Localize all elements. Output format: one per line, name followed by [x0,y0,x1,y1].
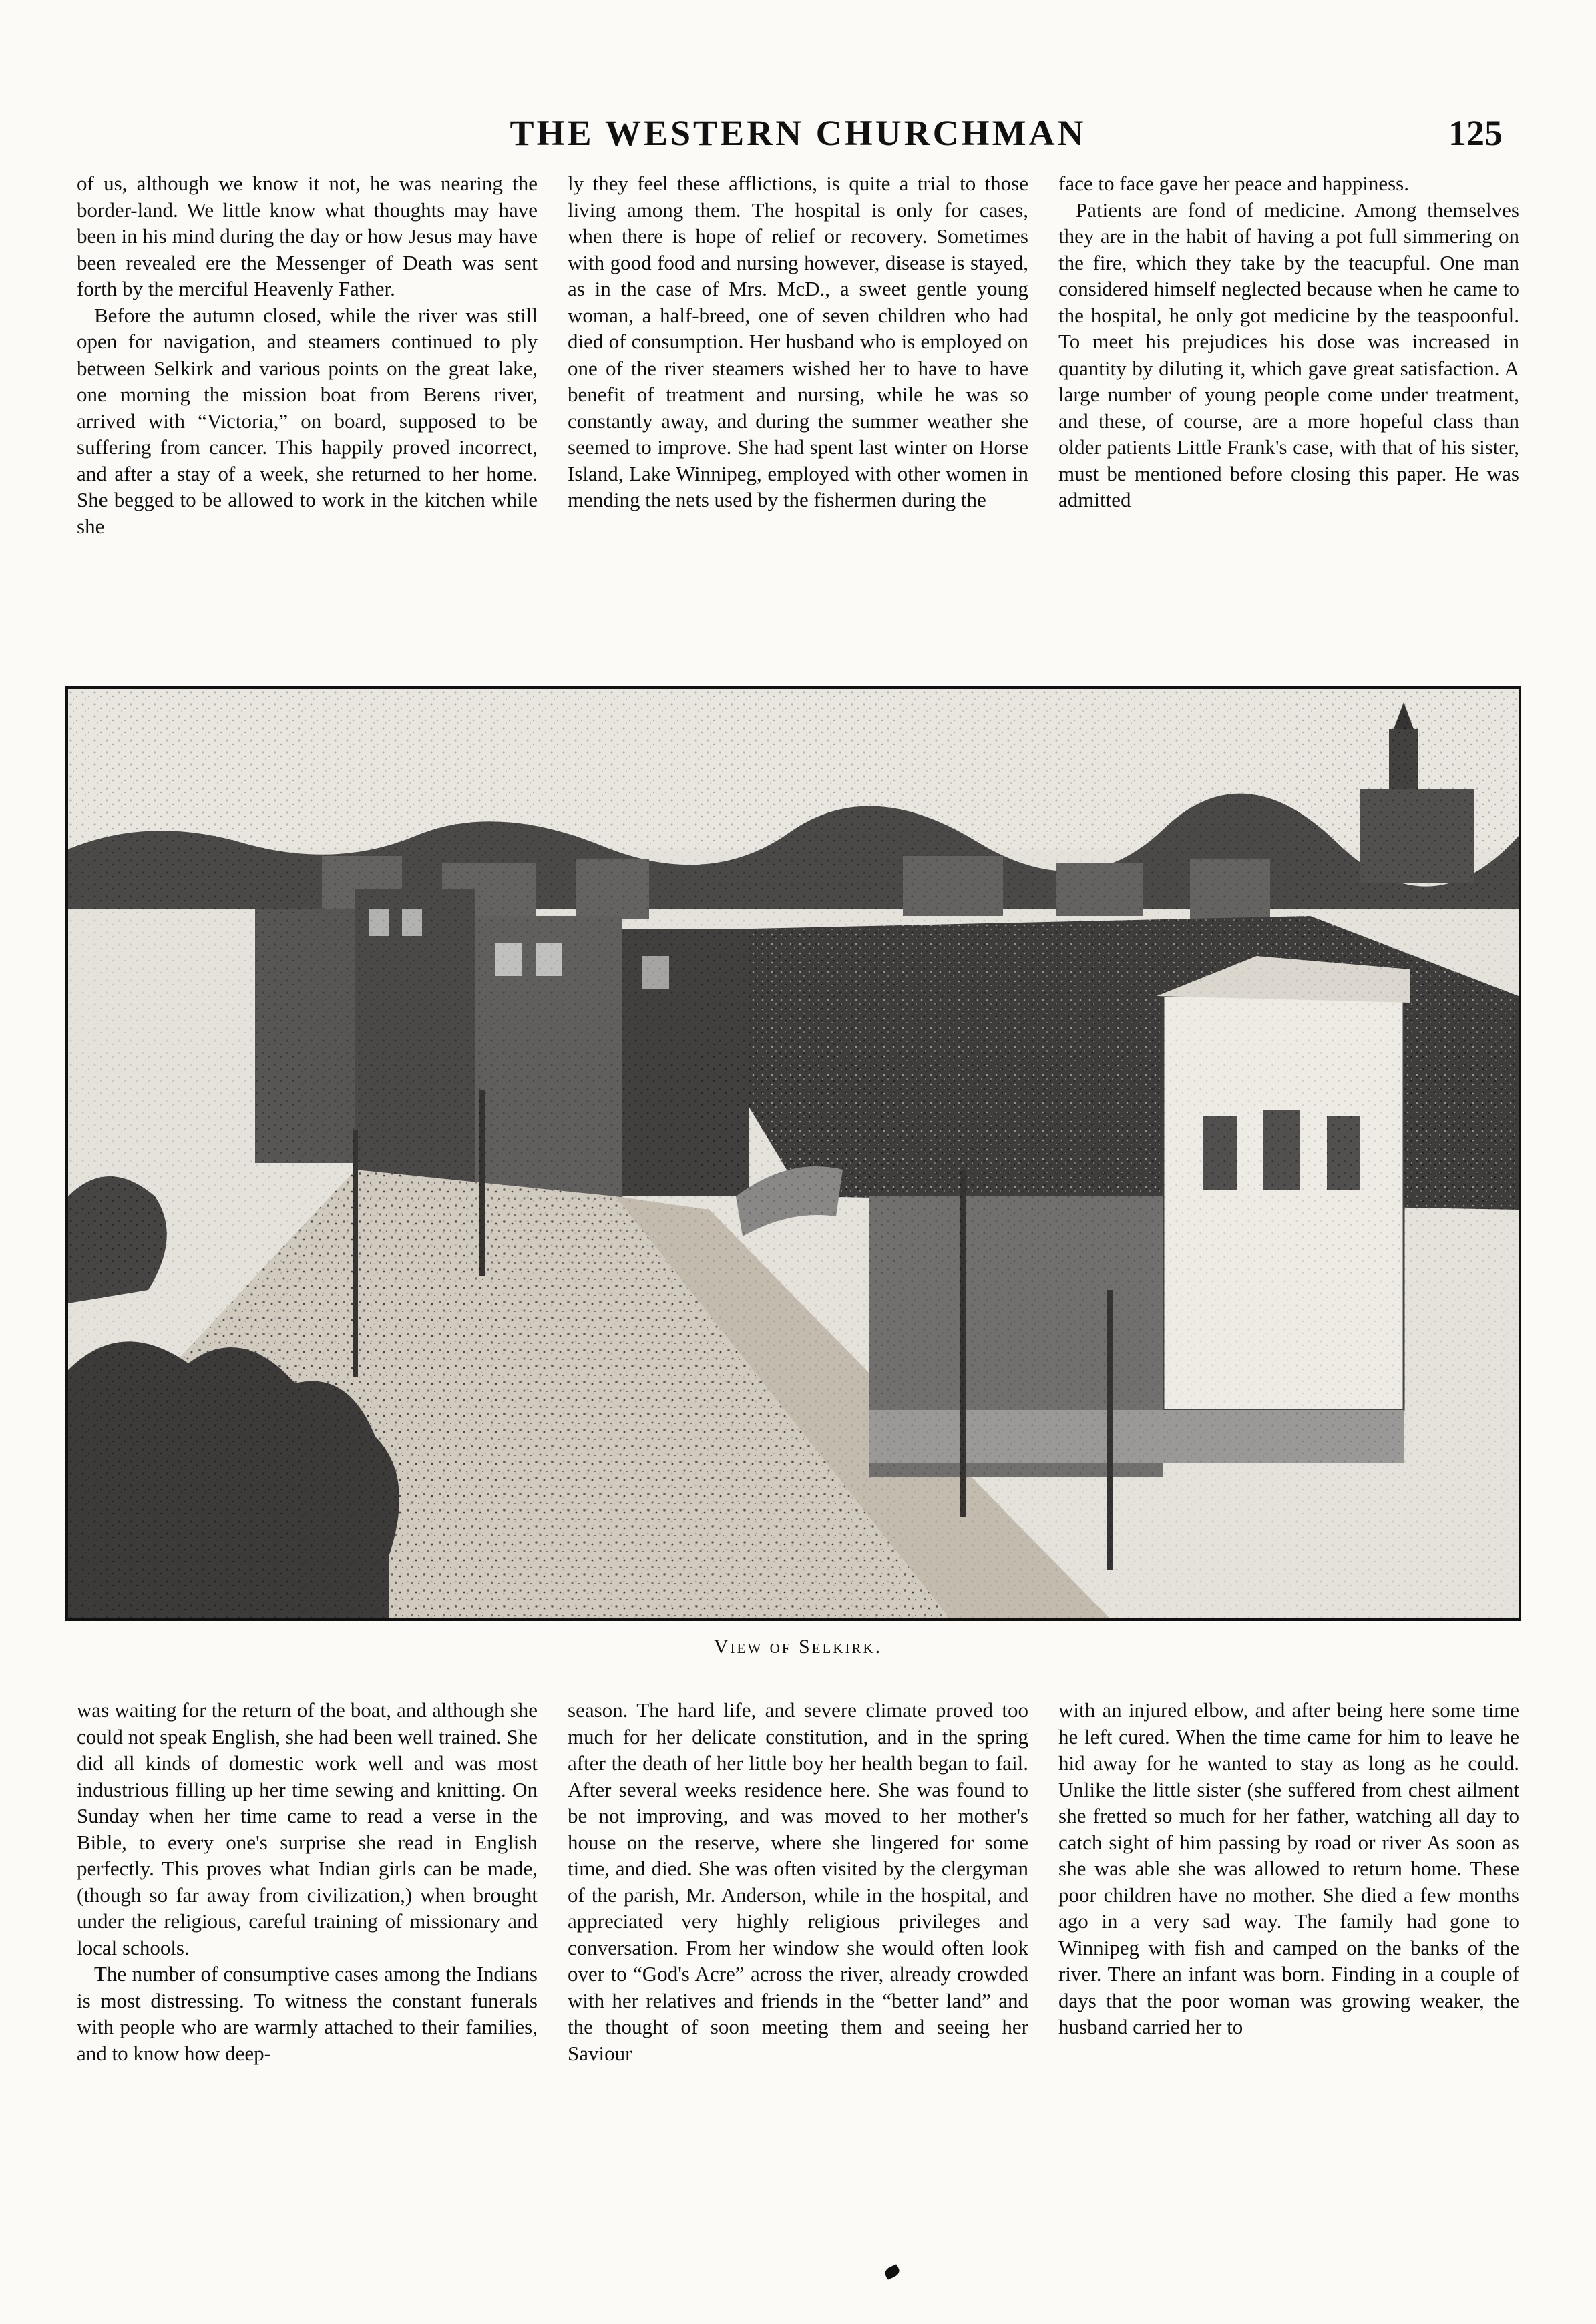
paragraph: The number of consumptive cases among the Indians is most distressing. To witness the constant funerals with people who are warmly attached to their families, and to know how deep- [77,1962,538,2065]
column-top-1 [77,170,538,654]
paragraph: with an injured elbow, and after being here some time he left cured. When the time came for him to leave he hid away for he wanted to stay as long as he could. Unlike the little sister (she suffered from chest ailment she fretted so much for her father, watching all day to catch sight of him passing by road or river As soon as she was able she was allowed to return home. These poor children have no mother. She died a few months ago in a very sad way. The family had gone to Winnipeg with fish and camped on the banks of the river. There an infant was born. Finding in a couple of days that the poor woman was growing weaker, the husband carried her to [1058,1698,1519,2038]
column-top-3 [1058,170,1519,654]
street-view-illustration [68,689,1519,1618]
paragraph: season. The hard life, and severe climate proved too much for her delicate constitution, and in the spring after the death of her little boy her health began to fail. After several weeks residence here. She was found to be not improving, and was moved to her mother's house on the reserve, where she lingered for some time, and died. She was often visited by the clergyman of the parish, Mr. Anderson, while in the hospital, and appreciated very highly religious privileges and conversation. From her window she would often look over to “God's Acre” across the river, already crowded with her relatives and friends in the “better land” and the thought of soon meeting them and seeing her Saviour [568,1698,1028,2065]
running-title: THE WESTERN CHURCHMAN [510,113,1086,153]
photograph-selkirk [65,686,1521,1621]
paragraph: was waiting for the return of the boat, and although she could not speak English, she had been well trained. She did all kinds of domestic work well and was most industrious filling up her time sewing and knitting. On Sunday when her time came to read a verse in the Bible, to every one's surprise she read in English perfectly. This proves what Indian girls can be made, (though so far away from civilization,) when brought under the religious, careful training of missionary and local schools. [77,1698,538,1959]
paragraph: Patients are fond of medicine. Among themselves they are in the habit of having a pot full simmering on the fire, which they take by the teacupful. One man considered himself neglected because when he came to the hospital, he only got medicine by the teaspoonful. To meet his prejudices his dose was increased in quantity by diluting it, which gave great satisfaction. A large number of young people come under treatment, and these, of course, are a more hopeful class than older patients Little Frank's case, with that of his sister, must be mentioned before closing this paper. He was admitted [1058,198,1519,511]
ink-mark [883,2264,902,2280]
column-bottom-3 [1058,1697,1519,2251]
page-header [0,100,1596,160]
photo-caption: View of Selkirk. [713,1636,883,1658]
column-bottom-1 [77,1697,538,2251]
page-number: 125 [1448,113,1503,153]
paragraph: of us, although we know it not, he was nearing the border-land. We little know what thoughts may have been in his mind during the day or how Jesus may have been revealed ere the Messenger of Death was sent forth by the merciful Heavenly Father. [77,172,538,300]
paragraph: Before the autumn closed, while the river was still open for navigation, and steamers continued to ply between Selkirk and various points on the great lake, one morning the mission boat from Berens river, arrived with “Victoria,” on board, supposed to be suffering from cancer. This happily proved incorrect, and after a stay of a week, she returned to her home. She begged to be allowed to work in the kitchen while she [77,303,538,538]
paragraph: face to face gave her peace and happiness. [1058,172,1409,195]
column-top-2 [568,170,1028,654]
paragraph: ly they feel these afflictions, is quite a trial to those living among them. The hospital is only for cases, when there is hope of relief or recovery. Sometimes with good food and nursing however, disease is stayed, as in the case of Mrs. McD., a sweet gentle young woman, a half-breed, one of seven children who had died of consumption. Her husband who is employed on one of the river steamers wished her to have to have benefit of treatment and nursing, while he was so constantly away, and during the summer weather she seemed to improve. She had spent last winter on Horse Island, Lake Winnipeg, employed with other women in mending the nets used by the fishermen during the [568,172,1028,511]
column-bottom-2 [568,1697,1028,2251]
